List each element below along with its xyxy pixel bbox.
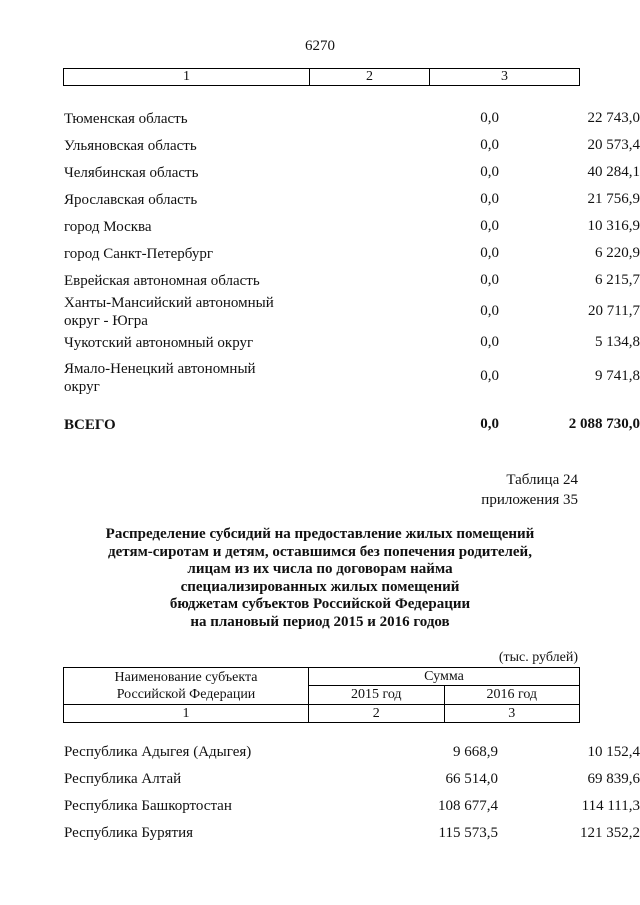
total-label: ВСЕГО xyxy=(64,417,116,433)
title-line: лицам из их числа по договорам найма xyxy=(187,561,453,577)
value-2016: 69 839,6 xyxy=(587,771,640,787)
region-name: Ульяновская область xyxy=(64,138,197,154)
value-col3: 40 284,1 xyxy=(587,164,640,180)
region-name: Челябинская область xyxy=(64,165,199,181)
value-col3: 20 573,4 xyxy=(587,137,640,153)
col-num-1: 1 xyxy=(64,705,309,722)
value-col3: 5 134,8 xyxy=(595,334,640,350)
value-2016: 114 111,3 xyxy=(581,798,640,814)
col-region-header: Наименование субъекта Российской Федерации xyxy=(64,668,309,704)
region-name: Ямало-Ненецкий автономный округ xyxy=(64,361,256,395)
value-2015: 108 677,4 xyxy=(438,798,498,814)
value-2015: 115 573,5 xyxy=(438,825,498,841)
region-name: Ханты-Мансийский автономный округ - Югра xyxy=(64,295,274,329)
value-2015: 9 668,9 xyxy=(453,744,498,760)
value-col2: 0,0 xyxy=(480,368,499,384)
title-line: бюджетам субъектов Российской Федерации xyxy=(169,596,471,612)
total-col3: 2 088 730,0 xyxy=(568,416,640,432)
region-name: Республика Бурятия xyxy=(64,825,194,841)
value-col3: 6 220,9 xyxy=(595,245,640,261)
value-col3: 6 215,7 xyxy=(595,272,640,288)
region-name: город Санкт-Петербург xyxy=(64,246,213,262)
col-sum-header: Сумма xyxy=(309,668,579,686)
region-name: Чукотский автономный округ xyxy=(64,335,254,351)
value-col2: 0,0 xyxy=(480,164,499,180)
table1-header-col1: 1 xyxy=(64,69,310,85)
table2-header xyxy=(63,667,580,723)
value-col2: 0,0 xyxy=(480,334,499,350)
section-title xyxy=(60,526,580,631)
value-2015: 66 514,0 xyxy=(445,771,498,787)
value-col2: 0,0 xyxy=(480,110,499,126)
title-line: на плановый период 2015 и 2016 годов xyxy=(190,613,450,630)
col-year-2015: 2015 год xyxy=(309,686,445,704)
title-line: Распределение субсидий на предоставление жилых помещений xyxy=(105,526,535,542)
value-col3: 10 316,9 xyxy=(587,218,640,234)
region-name: Ярославская область xyxy=(64,192,198,208)
title-line: детям-сиротам и детям, оставшимся без попечения родителей, xyxy=(108,543,532,560)
col-year-2016: 2016 год xyxy=(486,687,538,702)
page-number: 6270 xyxy=(305,38,335,54)
table1-header xyxy=(63,68,580,86)
value-col3: 9 741,8 xyxy=(595,368,640,384)
value-col2: 0,0 xyxy=(480,272,499,288)
value-col2: 0,0 xyxy=(480,245,499,261)
col-num-3: 3 xyxy=(508,706,516,721)
region-name: Еврейская автономная область xyxy=(64,273,260,289)
region-name: Республика Алтай xyxy=(64,771,182,787)
value-col2: 0,0 xyxy=(480,191,499,207)
units-label: (тыс. рублей) xyxy=(498,650,578,665)
region-name: Республика Адыгея (Адыгея) xyxy=(64,744,252,760)
table-number: Таблица 24 xyxy=(506,472,578,488)
value-col2: 0,0 xyxy=(480,218,499,234)
total-col2: 0,0 xyxy=(480,416,499,432)
title-line: специализированных жилых помещений xyxy=(180,578,460,595)
table1-header-col3: 3 xyxy=(501,69,508,84)
value-col2: 0,0 xyxy=(480,303,499,319)
table1-header-col2: 2 xyxy=(310,69,430,85)
appendix-number: приложения 35 xyxy=(481,492,578,508)
region-name: Тюменская область xyxy=(64,111,188,127)
value-col3: 20 711,7 xyxy=(588,303,640,319)
col-num-2: 2 xyxy=(309,705,445,722)
value-col3: 22 743,0 xyxy=(587,110,640,126)
region-name: Республика Башкортостан xyxy=(64,798,232,814)
value-2016: 10 152,4 xyxy=(587,744,640,760)
value-col3: 21 756,9 xyxy=(587,191,640,207)
value-col2: 0,0 xyxy=(480,137,499,153)
value-2016: 121 352,2 xyxy=(580,825,640,841)
region-name: город Москва xyxy=(64,219,152,235)
